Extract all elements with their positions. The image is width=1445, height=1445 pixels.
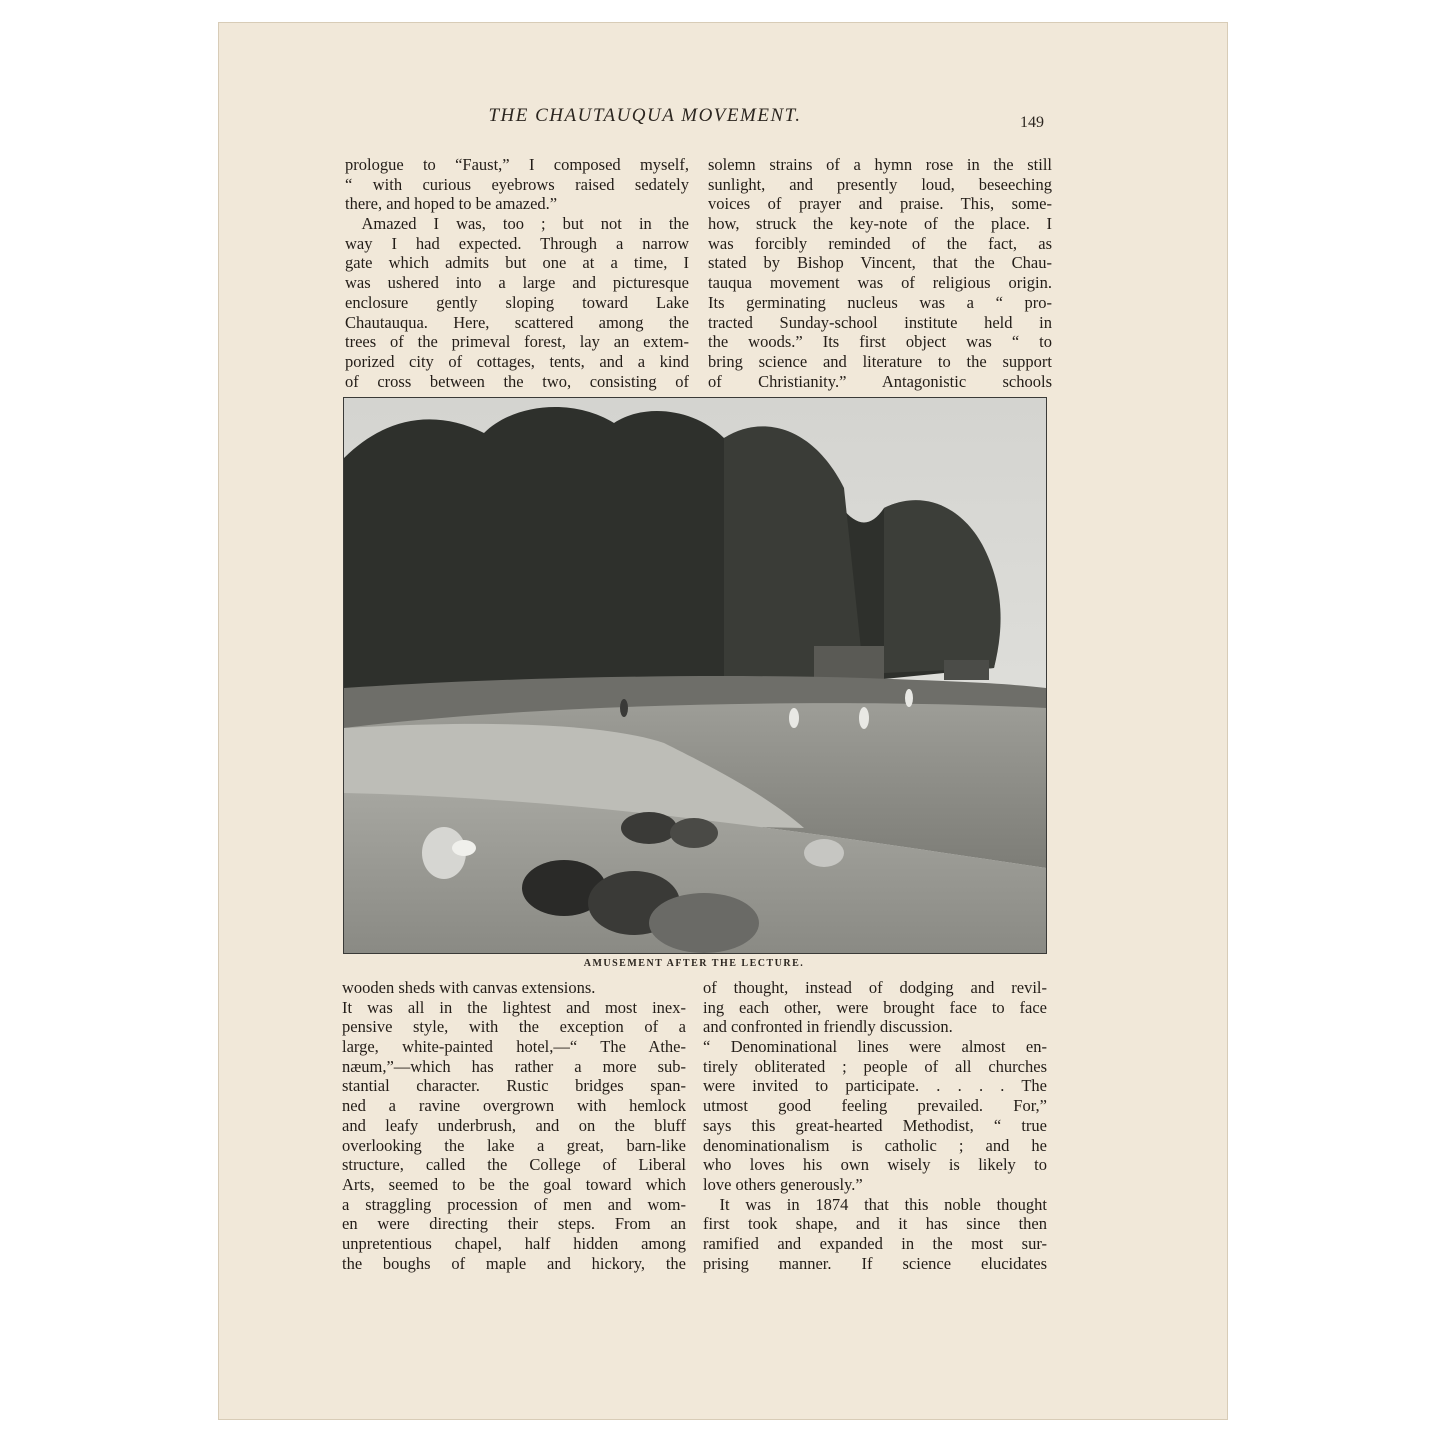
text-line: were invited to participate. . . . . The	[703, 1076, 1047, 1096]
text-line: “ Denominational lines were almost en-	[703, 1037, 1047, 1057]
page-number: 149	[1020, 114, 1044, 131]
text-line: unpretentious chapel, half hidden among	[342, 1233, 686, 1253]
text-line: ned a ravine overgrown with hemlock	[342, 1096, 686, 1116]
text-line: porized city of cottages, tents, and a kind	[345, 351, 689, 371]
text-line: enclosure gently sloping toward Lake	[345, 292, 689, 312]
text-line: love others generously.”	[703, 1174, 863, 1194]
text-line: ing each other, were brought face to face	[703, 997, 1047, 1017]
text-line: prising manner. If science elucidates	[703, 1253, 1047, 1273]
text-line: who loves his own wisely is likely to	[703, 1155, 1047, 1175]
text-line: there, and hoped to be amazed.”	[345, 194, 558, 214]
running-header-title: THE CHAUTAUQUA MOVEMENT.	[488, 105, 802, 126]
text-line: how, struck the key-note of the place. I	[708, 214, 1052, 234]
text-line: was ushered into a large and picturesque	[345, 273, 689, 293]
text-line: Amazed I was, too ; but not in the	[345, 214, 689, 234]
text-line: sunlight, and presently loud, beseeching	[708, 174, 1052, 194]
text-column-top-right	[708, 155, 1052, 391]
text-line: tauqua movement was of religious origin.	[708, 273, 1052, 293]
text-line: the woods.” Its first object was “ to	[708, 332, 1052, 352]
text-line: large, white-painted hotel,—“ The Athe-	[342, 1037, 686, 1057]
text-line: ramified and expanded in the most sur-	[703, 1233, 1047, 1253]
text-line: bring science and literature to the support	[708, 351, 1052, 371]
text-line: stantial character. Rustic bridges span-	[342, 1076, 686, 1096]
text-line: tracted Sunday-school institute held in	[708, 312, 1052, 332]
text-line: næum,”—which has rather a more sub-	[342, 1056, 686, 1076]
text-line: a straggling procession of men and wom-	[342, 1194, 686, 1214]
text-line: wooden sheds with canvas extensions.	[342, 978, 596, 997]
text-line: trees of the primeval forest, lay an extem-	[345, 332, 689, 352]
text-column-bottom-left	[342, 978, 686, 1273]
text-line: overlooking the lake a great, barn-like	[342, 1135, 686, 1155]
text-column-bottom-right	[703, 978, 1047, 1273]
text-line: first took shape, and it has since then	[703, 1214, 1047, 1234]
halftone-photograph	[343, 397, 1047, 954]
text-line: pensive style, with the exception of a	[342, 1017, 686, 1037]
text-line: was forcibly reminded of the fact, as	[708, 233, 1052, 253]
text-line: denominationalism is catholic ; and he	[703, 1135, 1047, 1155]
text-column-top-left	[345, 155, 689, 391]
text-line: Its germinating nucleus was a “ pro-	[708, 292, 1052, 312]
text-line: of thought, instead of dodging and revil-	[703, 978, 1047, 997]
text-line: and leafy underbrush, and on the bluff	[342, 1115, 686, 1135]
text-line: says this great-hearted Methodist, “ true	[703, 1115, 1047, 1135]
text-line: stated by Bishop Vincent, that the Chau-	[708, 253, 1052, 273]
photo-caption: AMUSEMENT AFTER THE LECTURE.	[583, 958, 805, 969]
text-line: structure, called the College of Liberal	[342, 1155, 686, 1175]
text-line: It was in 1874 that this noble thought	[703, 1194, 1047, 1214]
text-line: It was all in the lightest and most inex-	[342, 997, 686, 1017]
text-line: Arts, seemed to be the goal toward which	[342, 1174, 686, 1194]
text-line: tirely obliterated ; people of all churches	[703, 1056, 1047, 1076]
text-line: of Christianity.” Antagonistic schools	[708, 371, 1052, 391]
text-line: utmost good feeling prevailed. For,”	[703, 1096, 1047, 1116]
text-line: voices of prayer and praise. This, some-	[708, 194, 1052, 214]
text-line: of cross between the two, consisting of	[345, 371, 689, 391]
text-line: Chautauqua. Here, scattered among the	[345, 312, 689, 332]
text-line: and confronted in friendly discussion.	[703, 1017, 953, 1037]
text-line: gate which admits but one at a time, I	[345, 253, 689, 273]
text-line: solemn strains of a hymn rose in the still	[708, 155, 1052, 174]
text-line: prologue to “Faust,” I composed myself,	[345, 155, 689, 174]
text-line: way I had expected. Through a narrow	[345, 233, 689, 253]
text-line: en were directing their steps. From an	[342, 1214, 686, 1234]
text-line: “ with curious eyebrows raised sedately	[345, 174, 689, 194]
text-line: the boughs of maple and hickory, the	[342, 1253, 686, 1273]
